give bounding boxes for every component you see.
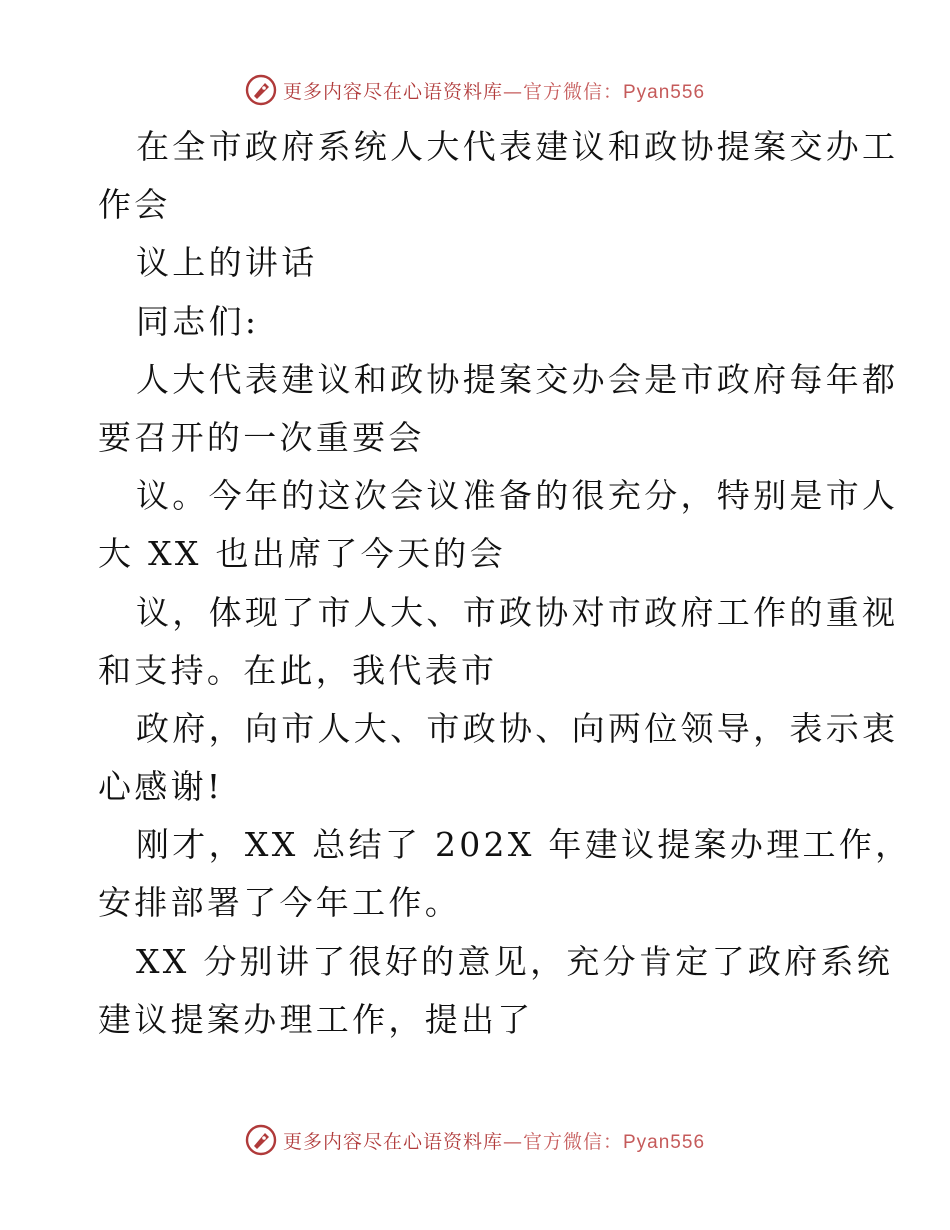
text-line: 议，体现了市人大、市政协对市政府工作的重视 [136, 592, 899, 632]
text-line: 议。今年的这次会议准备的很充分，特别是市人 [136, 476, 899, 516]
text-line: 在全市政府系统人大代表建议和政协提案交办工 [136, 127, 899, 166]
text-line: 安排部署了今年工作。 [98, 883, 461, 923]
watermark-wechat-id: Pyan556 [623, 1131, 706, 1153]
watermark-brand: 更多内容尽在心语资料库 [282, 1130, 503, 1153]
text-line: 议上的讲话 [136, 243, 318, 283]
watermark-text [283, 77, 705, 104]
watermark-separator: — [502, 1130, 523, 1153]
watermark-wechat-id: Pyan556 [623, 81, 706, 103]
text-line: 同志们: [136, 301, 260, 341]
text-line: 刚才，XX 总结了 202X 年建议提案办理工作， [136, 825, 912, 865]
pen-nib-logo-icon [245, 1124, 277, 1156]
text-line: XX 分别讲了很好的意见，充分肯定了政府系统 [136, 941, 894, 981]
text-line: 建议提案办理工作，提出了 [98, 999, 534, 1039]
watermark-separator: — [502, 80, 523, 103]
watermark-wechat-label: 官方微信： [522, 80, 623, 103]
text-line: 作会 [98, 185, 171, 225]
text-line: 政府，向市人大、市政协、向两位领导，表示衷 [136, 708, 899, 748]
text-line: 和支持。在此，我代表市 [98, 650, 498, 690]
header-watermark [0, 70, 950, 110]
watermark-text [283, 1127, 705, 1154]
footer-watermark [0, 1120, 950, 1160]
text-line: 心感谢! [98, 767, 224, 807]
document-body [98, 118, 912, 1049]
watermark-brand: 更多内容尽在心语资料库 [282, 80, 503, 103]
text-line: 人大代表建议和政协提案交办会是市政府每年都 [136, 359, 899, 399]
text-line: 大 XX 也出席了今天的会 [98, 534, 506, 574]
watermark-wechat-label: 官方微信： [522, 1130, 623, 1153]
pen-nib-logo-icon [245, 74, 277, 106]
text-line: 要召开的一次重要会 [98, 417, 425, 457]
